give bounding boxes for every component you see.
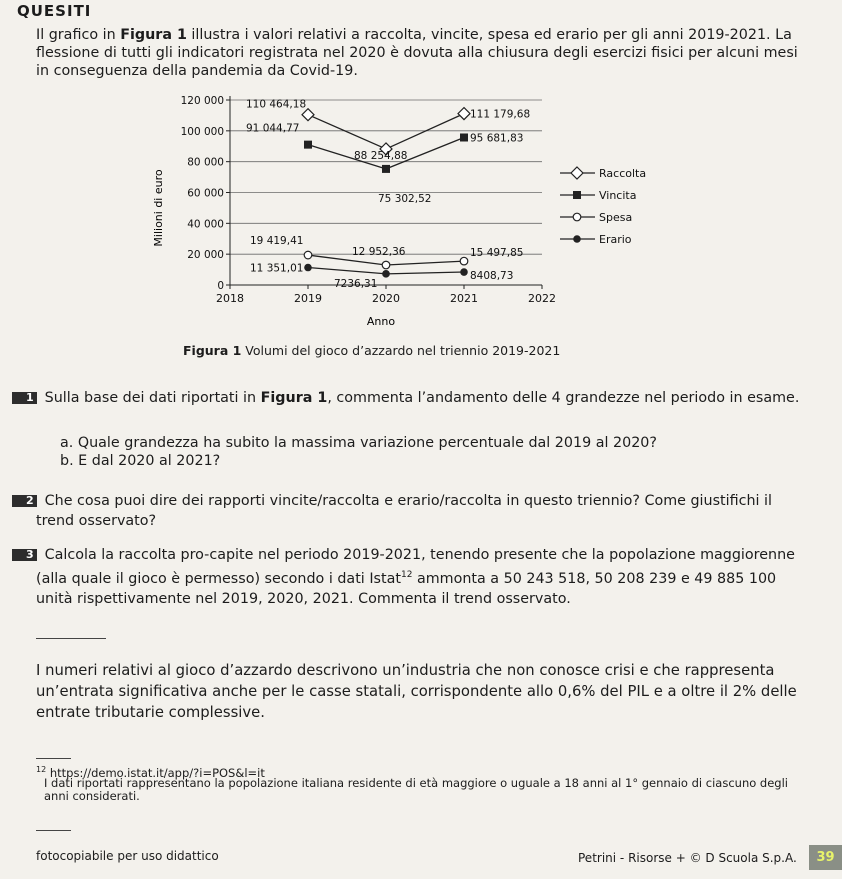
caption-text: Volumi del gioco d’azzardo nel triennio 2019-2021 <box>241 343 561 358</box>
footer-left-text: fotocopiabile per uso didattico <box>36 849 219 863</box>
legend-label-vincita: Vincita <box>599 189 637 202</box>
question-1a: a. Quale grandezza ha subito la massima variazione percentuale dal 2019 al 2020? <box>60 435 657 451</box>
question-2-text: Che cosa puoi dire dei rapporti vincite/raccolta e erario/raccolta in questo triennio? Come giustifichi il trend osservato? <box>36 493 772 529</box>
footnote-text: I dati riportati rappresentano la popolazione italiana residente di età maggiore o uguale a 18 anni al 1° gennaio di ciascuno degli anni considerati. <box>44 776 788 803</box>
footer-rule <box>36 830 71 831</box>
legend-label-spesa: Spesa <box>599 211 633 224</box>
y-tick-label: 120 000 <box>180 95 224 107</box>
data-label-spesa: 15 497,85 <box>470 247 524 260</box>
footnote-ref: 12 <box>400 570 413 580</box>
question-1b: b. E dal 2020 al 2021? <box>60 453 221 469</box>
legend-marker-vincita <box>573 191 581 199</box>
data-point-spesa <box>460 257 468 265</box>
data-label-vincita: 95 681,83 <box>470 132 524 145</box>
data-point-vincita <box>382 165 390 173</box>
question-3-number: 3 <box>12 549 37 561</box>
data-label-vincita: 75 302,52 <box>378 192 432 205</box>
data-label-erario: 7236,31 <box>334 277 378 290</box>
data-point-spesa <box>304 251 312 259</box>
data-label-raccolta: 110 464,18 <box>246 98 307 111</box>
y-tick-label: 40 000 <box>187 218 224 231</box>
data-label-erario: 11 351,01 <box>250 262 304 275</box>
x-tick-label: 2022 <box>528 292 556 305</box>
data-point-vincita <box>460 133 468 141</box>
intro-figure-ref: Figura 1 <box>120 27 187 43</box>
data-point-erario <box>304 264 312 272</box>
data-point-erario <box>460 268 468 276</box>
legend-label-raccolta: Raccolta <box>599 167 647 180</box>
legend-marker-raccolta <box>571 167 583 179</box>
data-label-raccolta: 88 254,88 <box>354 149 408 162</box>
question-3-text-2: ammonta a 50 243 518, 50 208 239 e 49 885 100 unità rispettivamente nel 2019, 2020, 2021. Commenta il trend osservato. <box>36 570 777 607</box>
data-point-erario <box>382 270 390 278</box>
data-label-spesa: 19 419,41 <box>250 235 304 248</box>
question-3-text-1: Calcola la raccolta pro-capite nel periodo 2019-2021, tenendo presente che la popolazione maggiorenne (alla quale il gioco è permesso) secondo i dati Istat <box>36 547 795 587</box>
line-chart <box>150 88 650 328</box>
question-2 <box>26 491 806 531</box>
question-1-figure-ref: Figura 1 <box>260 390 328 406</box>
data-label-spesa: 12 952,36 <box>352 246 406 259</box>
y-tick-label: 60 000 <box>187 187 224 200</box>
data-label-raccolta: 111 179,68 <box>470 108 531 121</box>
y-tick-label: 80 000 <box>187 156 224 169</box>
intro-text-1: Il grafico in <box>36 27 121 43</box>
footnote-number: 12 <box>36 765 47 774</box>
separator-rule <box>36 638 106 639</box>
page-number: 39 <box>809 845 842 870</box>
x-tick-label: 2021 <box>450 292 478 305</box>
section-heading: QUESITI <box>17 2 92 20</box>
question-1-text-1: Sulla base dei dati riportati in <box>44 390 261 406</box>
data-point-raccolta <box>458 108 470 120</box>
y-tick-label: 100 000 <box>180 125 224 138</box>
x-tick-label: 2020 <box>372 292 400 305</box>
intro-paragraph <box>36 26 806 80</box>
x-axis-label: Anno <box>366 315 396 328</box>
footnote-rule <box>36 758 71 759</box>
note-paragraph: I numeri relativi al gioco d’azzardo descrivono un’industria che non conosce crisi e che rappresenta un’entrata significativa anche per le casse statali, corrispondente allo 0,6% del PIL e a oltre il 2% delle entrate tributarie complessive. <box>36 662 797 721</box>
y-tick-label: 0 <box>217 280 224 292</box>
legend-label-erario: Erario <box>599 233 632 246</box>
legend-marker-erario <box>573 235 581 243</box>
legend-marker-spesa <box>573 213 581 221</box>
footer-publisher: Petrini - Risorse + © D Scuola S.p.A. <box>578 851 797 865</box>
y-axis-label: Milioni di euro <box>152 169 165 247</box>
data-point-spesa <box>382 261 390 269</box>
data-point-vincita <box>304 141 312 149</box>
question-3 <box>26 545 806 609</box>
question-1-number: 1 <box>12 392 37 404</box>
caption-figure-ref: Figura 1 <box>183 343 242 358</box>
question-1-text-2: , commenta l’andamento delle 4 grandezze nel periodo in esame. <box>327 390 800 406</box>
question-1 <box>26 388 806 408</box>
data-label-erario: 8408,73 <box>470 270 514 283</box>
data-label-vincita: 91 044,77 <box>246 122 300 135</box>
figure-caption <box>183 343 560 358</box>
intro-text-2: illustra i valori relativi a raccolta, vincite, spesa ed erario per gli anni 2019-2021. La flessione di tutti gli indicatori registrata nel 2020 è dovuta alla chiusura degli esercizi fisici per alcuni mesi in conseguenza della pandemia da Covid-19. <box>36 27 798 79</box>
chart-legend <box>560 167 646 246</box>
y-tick-label: 20 000 <box>187 249 224 262</box>
x-tick-label: 2018 <box>216 292 244 305</box>
x-tick-label: 2019 <box>294 292 322 305</box>
question-2-number: 2 <box>12 495 37 507</box>
footnote-url[interactable]: https://demo.istat.it/app/?i=POS&l=it <box>49 765 265 780</box>
